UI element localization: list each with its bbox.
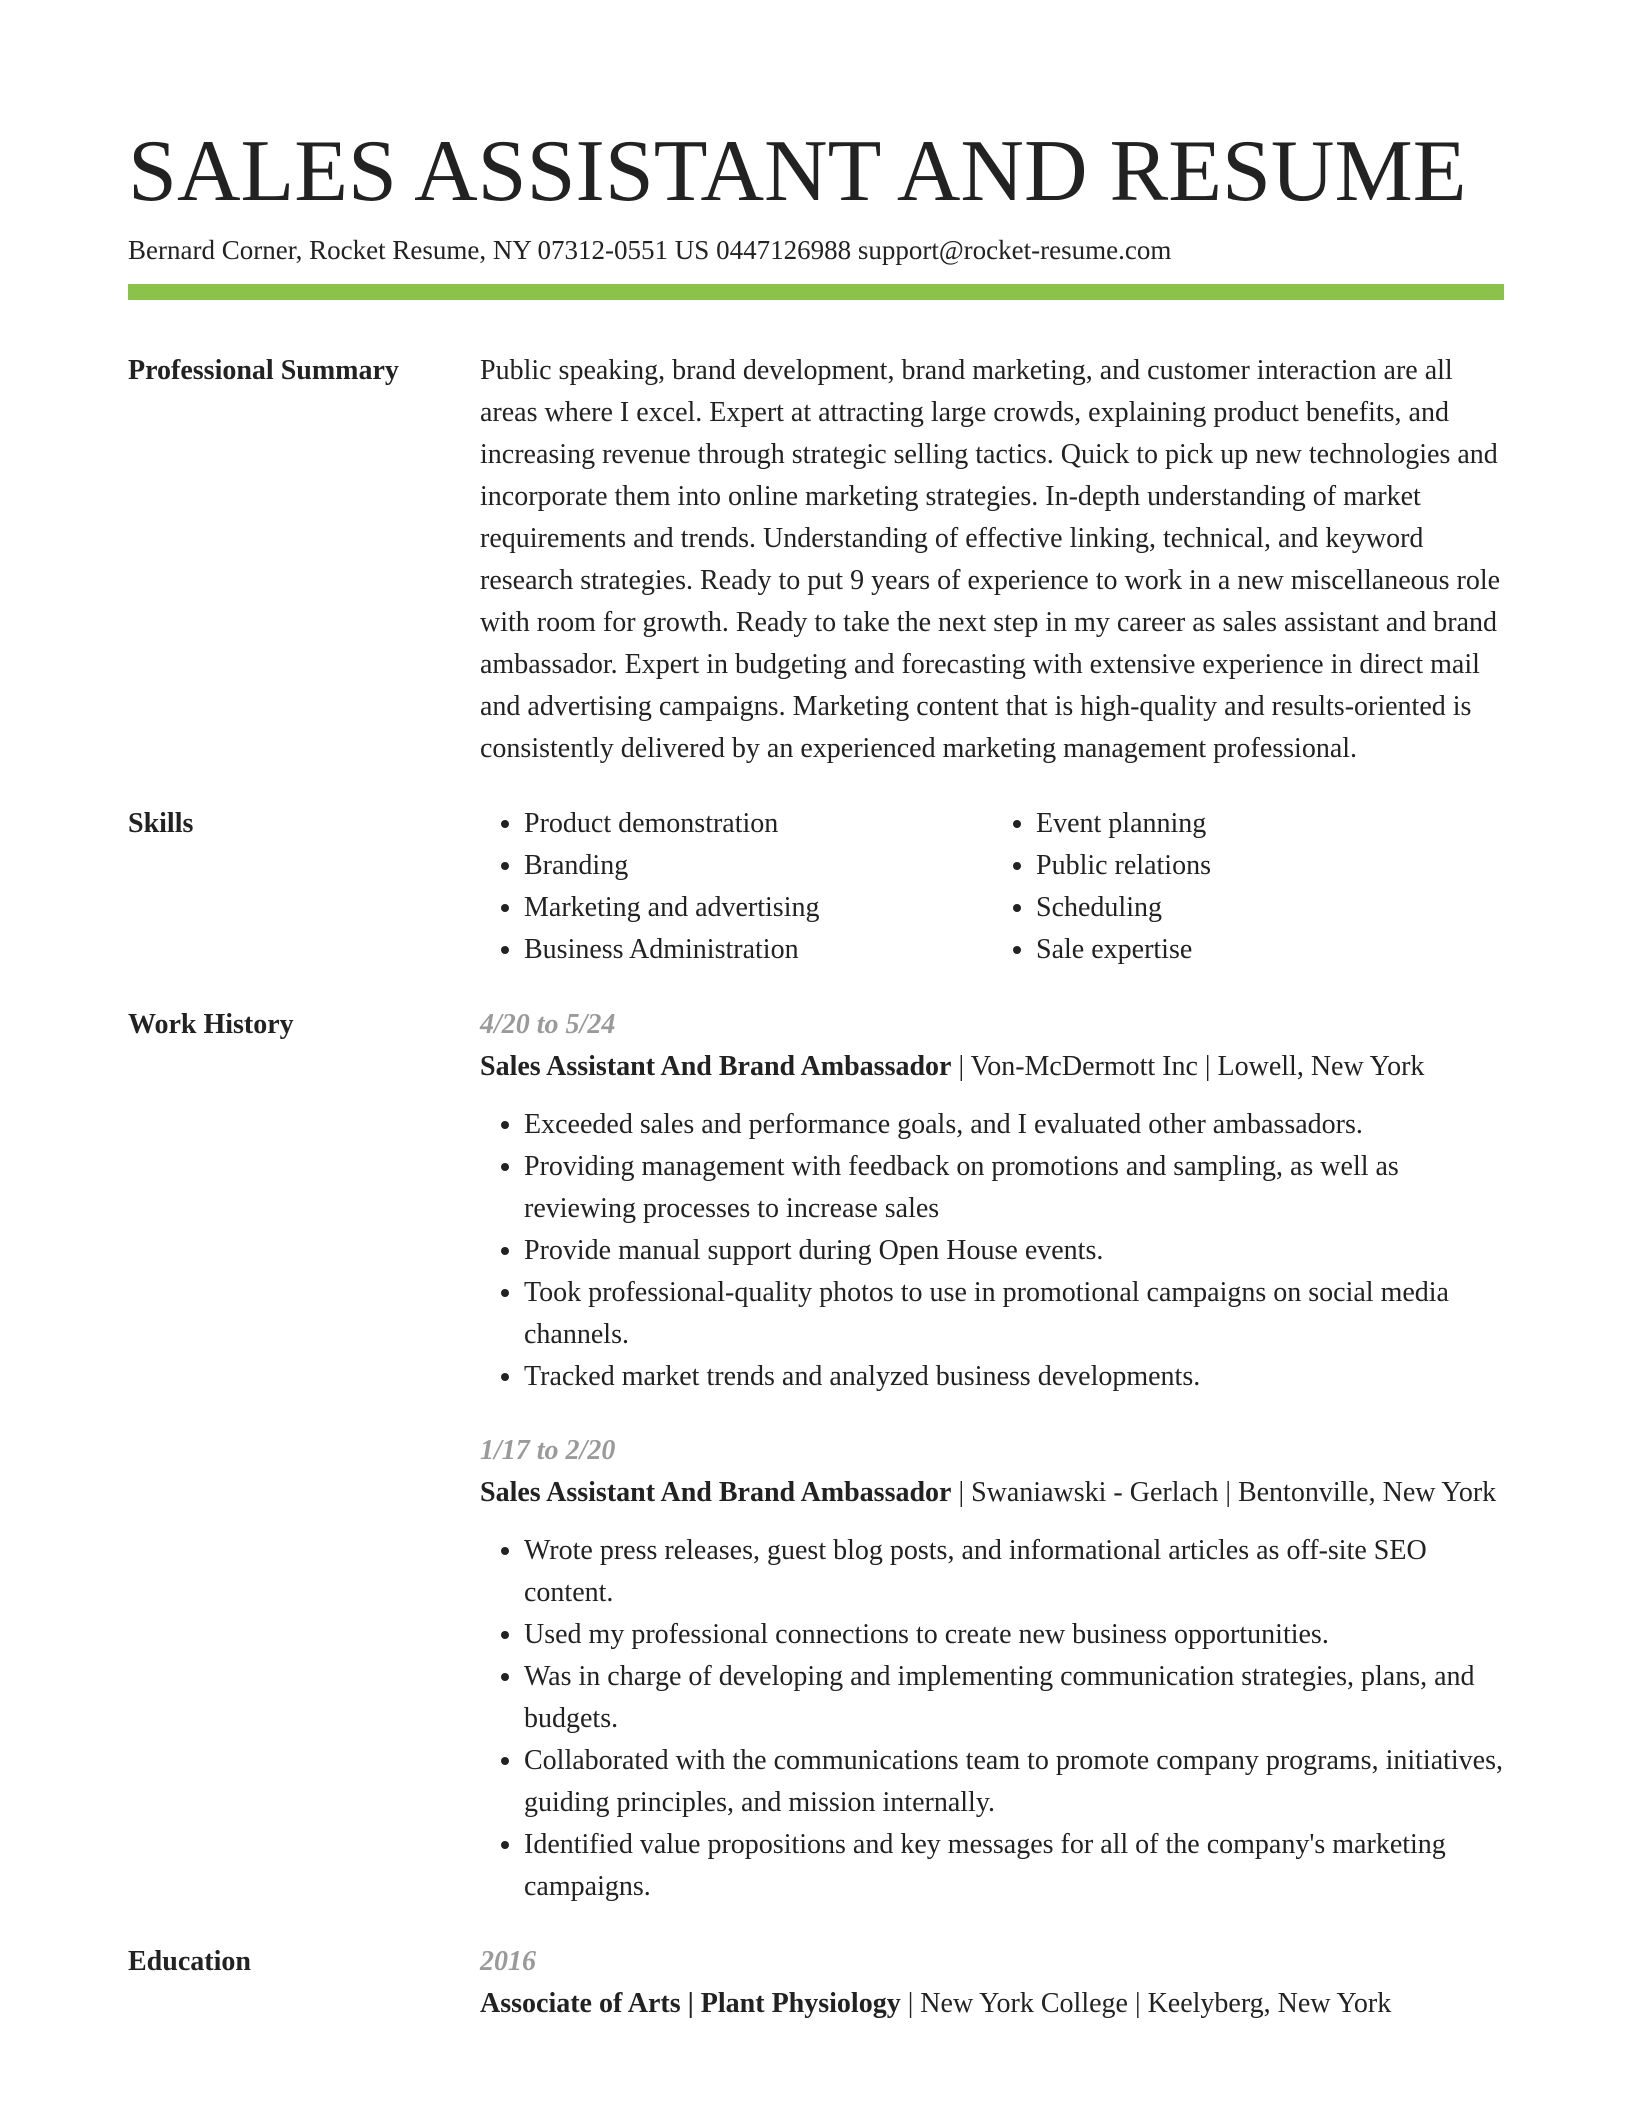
job-bullet: • Took professional-quality photos to use in promotional campaigns on social media channels. xyxy=(524,1272,1504,1356)
skills-list-right xyxy=(992,803,1504,971)
job-bullet: • Collaborated with the communications team to promote company programs, initiatives, guiding principles, and mission internally. xyxy=(524,1740,1504,1824)
skill-item: • Business Administration xyxy=(524,929,992,971)
skills-list-left xyxy=(480,803,992,971)
skills-section xyxy=(128,803,1504,971)
education-date: 2016 xyxy=(480,1946,536,1977)
job-bullet: • Tracked market trends and analyzed business developments. xyxy=(524,1356,1504,1398)
job-bullet: • Was in charge of developing and implementing communication strategies, plans, and budgets. xyxy=(524,1656,1504,1740)
education-label: Education xyxy=(128,1946,251,1977)
job-entry xyxy=(480,1430,1504,1908)
job-title: Sales Assistant And Brand Ambassador xyxy=(480,1477,952,1508)
skills-label: Skills xyxy=(128,808,194,839)
skill-item: • Event planning xyxy=(1036,803,1504,845)
education-details: | New York College | Keelyberg, New York xyxy=(900,1988,1392,2019)
summary-label: Professional Summary xyxy=(128,355,399,386)
resume-page xyxy=(128,0,1504,2025)
skill-item: • Product demonstration xyxy=(524,803,992,845)
header-divider xyxy=(128,284,1504,300)
job-details: | Von-McDermott Inc | Lowell, New York xyxy=(951,1051,1425,1082)
job-date: 1/17 to 2/20 xyxy=(480,1435,616,1466)
job-bullet: • Exceeded sales and performance goals, and I evaluated other ambassadors. xyxy=(524,1104,1504,1146)
work-history-label: Work History xyxy=(128,1009,294,1040)
job-bullet: • Providing management with feedback on promotions and sampling, as well as reviewing processes to increase sales xyxy=(524,1146,1504,1230)
education-degree: Associate of Arts | Plant Physiology xyxy=(480,1988,901,2019)
work-history-section xyxy=(128,1004,1504,1908)
job-bullets xyxy=(480,1530,1504,1908)
job-bullets xyxy=(480,1104,1504,1398)
job-heading xyxy=(480,1472,1504,1514)
summary-text: Public speaking, brand development, brand marketing, and customer interaction are all areas where I excel. Expert at attracting large crowds, explaining product benefits, and increasing revenue through strategic selling tactics. Quick to pick up new technologies and incorporate them into online marketing strategies. In-depth understanding of market requirements and trends. Understanding of effective linking, technical, and keyword research strategies. Ready to put 9 years of experience to work in a new miscellaneous role with room for growth. Ready to take the next step in my career as sales assistant and brand ambassador. Expert in budgeting and forecasting with extensive experience in direct mail and advertising campaigns. Marketing content that is high-quality and results-oriented is consistently delivered by an experienced marketing management professional. xyxy=(480,355,1501,764)
job-bullet: • Used my professional connections to create new business opportunities. xyxy=(524,1614,1504,1656)
resume-title: SALES ASSISTANT AND RESUME xyxy=(128,123,1467,220)
education-section xyxy=(128,1941,1504,2025)
contact-line: Bernard Corner, Rocket Resume, NY 07312-0551 US 0447126988 support@rocket-resume.com xyxy=(128,235,1172,265)
job-date: 4/20 to 5/24 xyxy=(480,1009,616,1040)
job-heading xyxy=(480,1046,1504,1088)
job-entry xyxy=(480,1004,1504,1398)
skill-item: • Branding xyxy=(524,845,992,887)
skill-item: • Marketing and advertising xyxy=(524,887,992,929)
summary-section xyxy=(128,350,1504,770)
job-bullet: • Wrote press releases, guest blog posts, and informational articles as off-site SEO content. xyxy=(524,1530,1504,1614)
job-bullet: • Provide manual support during Open House events. xyxy=(524,1230,1504,1272)
skill-item: • Public relations xyxy=(1036,845,1504,887)
skill-item: • Scheduling xyxy=(1036,887,1504,929)
job-details: | Swaniawski - Gerlach | Bentonville, New York xyxy=(951,1477,1497,1508)
job-title: Sales Assistant And Brand Ambassador xyxy=(480,1051,952,1082)
education-heading xyxy=(480,1983,1504,2025)
skill-item: • Sale expertise xyxy=(1036,929,1504,971)
job-bullet: • Identified value propositions and key messages for all of the company's marketing campaigns. xyxy=(524,1824,1504,1908)
